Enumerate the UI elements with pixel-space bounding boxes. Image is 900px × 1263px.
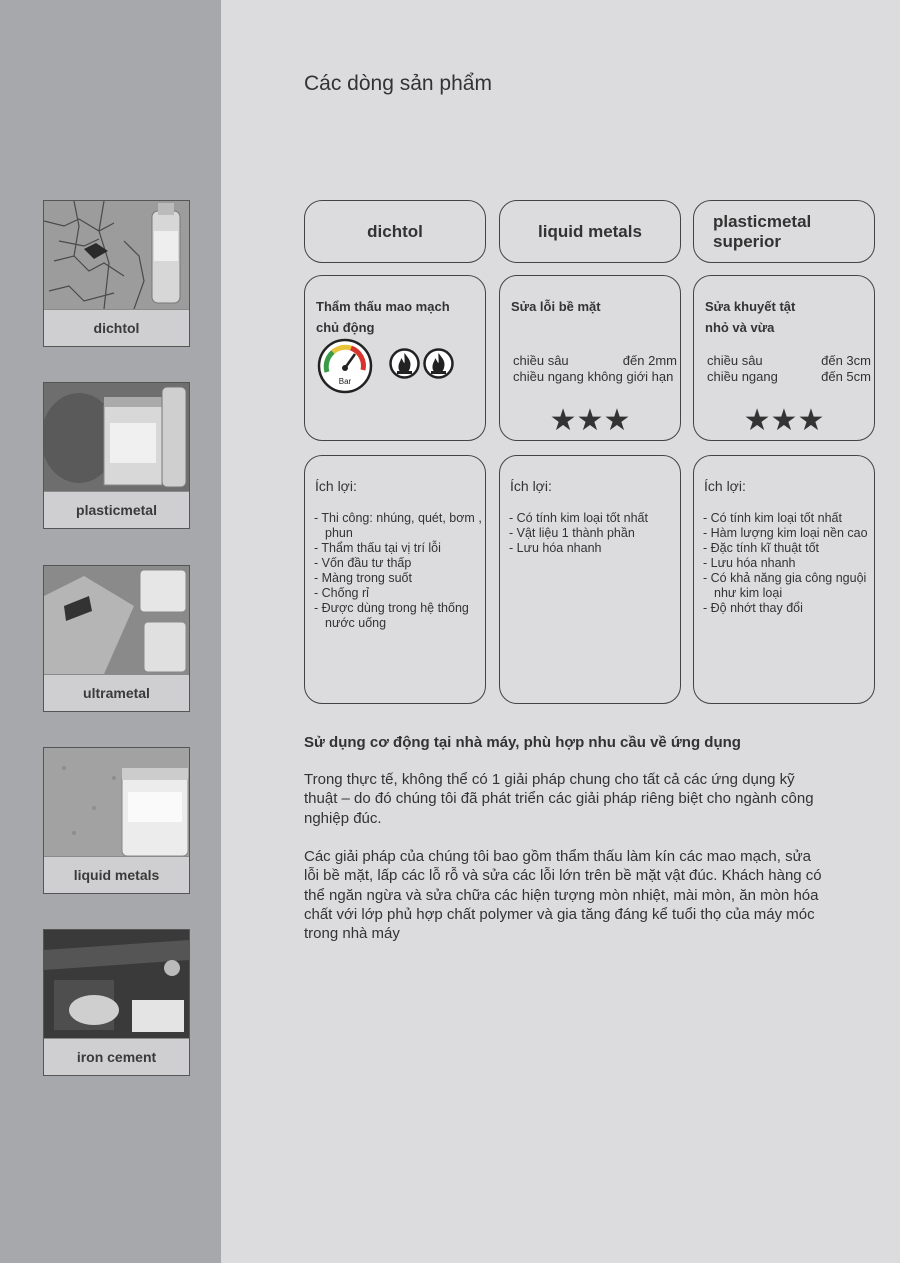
benefit-item: - Thẩm thấu tại vị trí lỗi [314,541,441,555]
benefit-item: - Màng trong suốt [314,571,412,585]
column-header-plasticmetal-superior [693,200,875,263]
column-header-liquid-metals: liquid metals [499,200,681,263]
page-title: Các dòng sản phẩm [304,72,492,95]
benefits-box-dichtol [304,455,486,704]
benefit-item: - Chống rỉ [314,586,369,600]
header-text: plasticmetal superior [713,211,812,251]
plasticmetal-cans-photo [44,383,189,491]
benefit-item: - Có khả năng gia công nguội như kim loại [703,571,867,600]
pressure-gauge-icon [317,338,373,394]
thumb-caption: dichtol [44,309,189,346]
benefit-item: - Lưu hóa nhanh [703,556,796,570]
spec-value: đến 2mm [622,353,677,368]
section-paragraph-2: Các giải pháp của chúng tôi bao gồm thẩm thấu làm kín các mao mạch, sửa lỗi bề mặt, lấp các lỗ rỗ và sửa các lỗi lớn trên bề mặt vật đúc. Khách hàng có thể ngăn ngừa và sửa chữa các hiện tượng mòn nhiệt, mài mòn, ăn mòn hóa chất với lớp phủ hợp chất polymer và gia tăng đáng kể tuổi thọ của máy móc trong nhà máy [304,848,822,943]
cracked-surface-photo [44,201,189,309]
section-subtitle: Sử dụng cơ động tại nhà máy, phù hợp nhu cầu về ứng dụng [304,734,741,751]
rating-stars: ★★★ [743,404,825,437]
benefits-box-plasticmetal-superior [693,455,875,704]
feature-box-plasticmetal-superior [693,275,875,441]
gauge-label: Bar [338,377,352,386]
thumb-caption: plasticmetal [44,491,189,528]
spec-label: chiều ngang không giới hạn [513,369,674,384]
benefits-title: Ích lợi: [704,478,746,494]
benefit-item: - Vật liệu 1 thành phần [509,526,635,540]
spec-row [707,369,871,384]
ultrametal-jars-photo [44,566,189,674]
feature-title: Sửa khuyết tật nhỏ và vừa [705,299,796,335]
benefit-item: - Có tính kim loại tốt nhất [509,511,648,525]
benefit-item: - Thi công: nhúng, quét, bơm , phun [314,511,482,540]
spec-row [513,353,677,368]
spec-label: chiều sâu [707,353,763,368]
benefit-item: - Lưu hóa nhanh [509,541,602,555]
spec-label: chiều ngang [707,369,778,384]
product-thumb-dichtol[interactable] [43,200,190,347]
rating-stars: ★★★ [549,404,631,437]
spec-value: đến 5cm [821,369,871,384]
benefit-item: - Được dùng trong hệ thống nước uống [314,601,469,630]
spec-label: chiều sâu [513,353,569,368]
feature-box-dichtol [304,275,486,441]
section-paragraph-1: Trong thực tế, không thể có 1 giải pháp chung cho tất cả các ứng dụng kỹ thuật – do đó chúng tôi đã phát triển các giải pháp riêng biệt cho ngành công nghiệp đúc. [304,771,814,827]
feature-box-liquid-metals [499,275,681,441]
benefit-item: - Có tính kim loại tốt nhất [703,511,842,525]
liquid-metals-jar-photo [44,748,189,856]
benefits-list [509,511,677,556]
spec-value: đến 3cm [821,353,871,368]
thumb-caption: ultrametal [44,674,189,711]
product-thumb-ultrametal[interactable] [43,565,190,712]
column-header-dichtol: dichtol [304,200,486,263]
benefit-item: - Độ nhớt thay đổi [703,601,803,615]
benefit-item: - Vốn đầu tư thấp [314,556,412,570]
benefits-list [703,511,871,616]
benefits-box-liquid-metals [499,455,681,704]
feature-title: Sửa lỗi bề mặt [511,299,601,314]
spec-row [707,353,871,368]
benefits-list [314,511,482,631]
benefits-title: Ích lợi: [510,478,552,494]
spec-row [513,369,677,384]
feature-title: Thẩm thấu mao mạch chủ động [316,299,450,335]
product-thumb-iron-cement[interactable] [43,929,190,1076]
product-thumb-liquid-metals[interactable] [43,747,190,894]
benefit-item: - Đặc tính kĩ thuật tốt [703,541,820,555]
flame-icon [423,348,454,379]
flame-icon [389,348,420,379]
thumb-caption: iron cement [44,1038,189,1075]
benefit-item: - Hàm lượng kim loại nền cao [703,526,868,540]
benefits-title: Ích lợi: [315,478,357,494]
product-thumb-plasticmetal[interactable] [43,382,190,529]
foundry-photo [44,930,189,1038]
thumb-caption: liquid metals [44,856,189,893]
